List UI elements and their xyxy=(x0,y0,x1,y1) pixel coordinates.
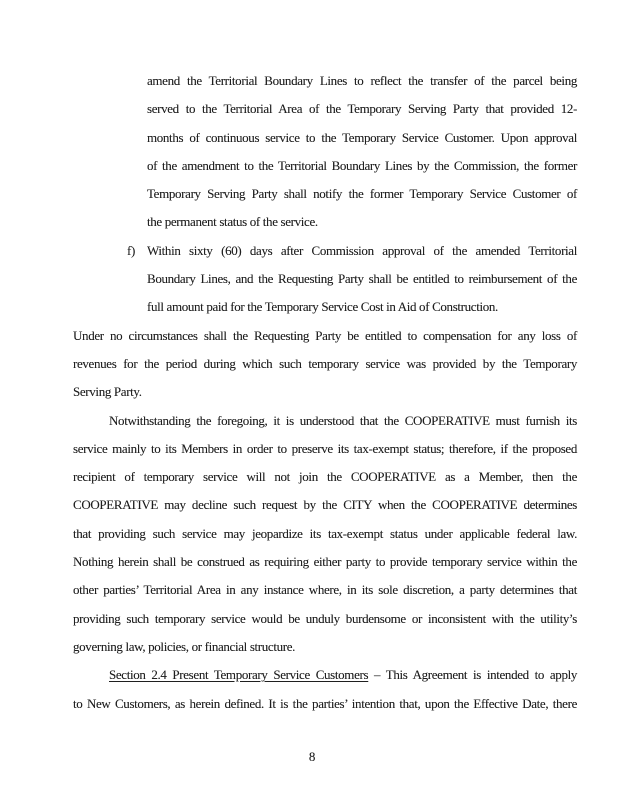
document-content xyxy=(73,67,577,718)
body-text: full amount paid for the Temporary Service Cost in Aid of Construction. xyxy=(147,299,498,315)
body-text: months of continuous service to the Temporary Service Customer. Upon approval xyxy=(147,129,577,145)
text-line xyxy=(73,633,577,661)
body-text: Notwithstanding the foregoing, it is understood that the COOPERATIVE must furnish its xyxy=(109,412,577,428)
text-line xyxy=(73,237,577,265)
text-line xyxy=(73,690,577,718)
body-text: service mainly to its Members in order to preserve its tax-exempt status; therefore, if the proposed xyxy=(73,440,577,456)
body-text: Serving Party. xyxy=(73,384,142,400)
page-number: 8 xyxy=(308,749,316,764)
text-line xyxy=(73,463,577,491)
text-line xyxy=(73,350,577,378)
text-line xyxy=(73,95,577,123)
body-text: Temporary Serving Party shall notify the former Temporary Service Customer of xyxy=(147,186,577,202)
text-line xyxy=(73,293,577,321)
body-text: revenues for the period during which such temporary service was provided by the Temporary xyxy=(73,355,577,371)
section-heading-text: Section 2.4 Present Temporary Service Customers xyxy=(109,667,369,683)
body-text: COOPERATIVE may decline such request by the CITY when the COOPERATIVE determines xyxy=(73,497,577,513)
text-line xyxy=(73,378,577,406)
text-line xyxy=(73,576,577,604)
body-text: to New Customers, as herein defined. It is the parties’ intention that, upon the Effective Date, there xyxy=(73,695,577,711)
text-line xyxy=(73,661,577,689)
body-text: – This Agreement is intended to apply xyxy=(368,667,578,683)
text-line xyxy=(73,322,577,350)
body-text: recipient of temporary service will not join the COOPERATIVE as a Member, then the xyxy=(73,469,577,485)
body-text: served to the Territorial Area of the Temporary Serving Party that provided 12- xyxy=(147,101,577,117)
list-item-marker: f) xyxy=(127,242,135,258)
body-text: the permanent status of the service. xyxy=(147,214,318,230)
body-text: Under no circumstances shall the Requesting Party be entitled to compensation for any loss of xyxy=(73,327,577,343)
text-line xyxy=(73,491,577,519)
text-line xyxy=(73,605,577,633)
body-text: providing such temporary service would be unduly burdensome or inconsistent with the utility’s xyxy=(73,610,577,626)
text-line xyxy=(73,152,577,180)
text-line xyxy=(73,180,577,208)
text-line xyxy=(73,67,577,95)
body-text: of the amendment to the Territorial Boundary Lines by the Commission, the former xyxy=(147,157,577,173)
body-text: Boundary Lines, and the Requesting Party shall be entitled to reimbursement of the xyxy=(147,271,577,287)
body-text: other parties’ Territorial Area in any instance where, in its sole discretion, a party determines that xyxy=(73,582,577,598)
text-line xyxy=(73,124,577,152)
body-text: amend the Territorial Boundary Lines to reflect the transfer of the parcel being xyxy=(147,73,577,88)
text-line xyxy=(73,208,577,236)
body-text: Nothing herein shall be construed as requiring either party to provide temporary service within the xyxy=(73,554,577,570)
body-text: that providing such service may jeopardize its tax-exempt status under applicable federal law. xyxy=(73,525,577,541)
text-line xyxy=(73,265,577,293)
text-line xyxy=(73,435,577,463)
text-line xyxy=(73,548,577,576)
text-line xyxy=(73,520,577,548)
text-line xyxy=(73,407,577,435)
body-text: governing law, policies, or financial structure. xyxy=(73,638,296,654)
body-text: Within sixty (60) days after Commission approval of the amended Territorial xyxy=(147,242,577,258)
